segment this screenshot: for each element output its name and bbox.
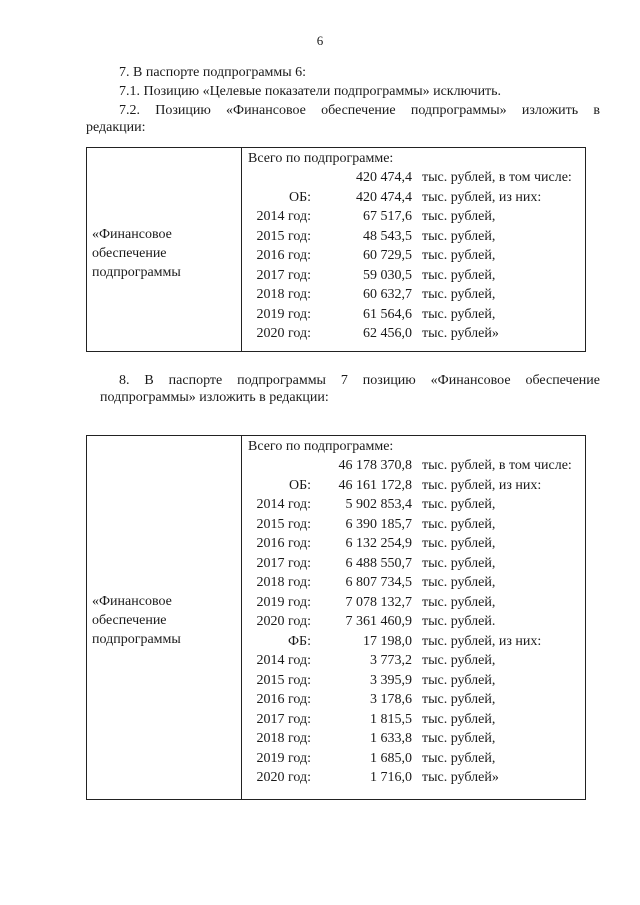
financing-row — [242, 266, 587, 286]
row-label: 2017 год: — [256, 267, 311, 283]
financing-row — [242, 305, 587, 325]
row-label: 2014 год: — [256, 209, 311, 224]
row-label: 2015 год: — [256, 516, 311, 532]
financing-row — [242, 710, 587, 730]
amount-value: 420 474,4 — [356, 170, 412, 185]
unit-text: тыс. рублей» — [422, 326, 499, 341]
row-label: 2020 год: — [256, 614, 311, 629]
amount-value: 60 729,5 — [363, 248, 412, 263]
financing-row — [242, 554, 587, 574]
row-label: 2014 год: — [256, 497, 311, 512]
unit-text: тыс. рублей, — [422, 575, 496, 590]
amount-value: 7 078 132,7 — [345, 594, 412, 610]
financing-row — [242, 495, 587, 515]
unit-text: тыс. рублей, — [422, 287, 496, 302]
unit-text: тыс. рублей, из них: — [422, 477, 542, 493]
page-number: 6 — [316, 33, 324, 48]
amount-value: 3 773,2 — [370, 653, 412, 668]
financing-row — [242, 188, 587, 208]
row-label: ОБ: — [288, 477, 311, 493]
unit-text: тыс. рублей, — [422, 692, 496, 707]
unit-text: тыс. рублей, — [422, 555, 496, 571]
amount-value: 6 390 185,7 — [345, 516, 412, 532]
financing-row — [242, 324, 587, 344]
row-label: 2017 год: — [256, 555, 311, 571]
financing-row — [242, 690, 587, 710]
unit-text: тыс. рублей, — [422, 594, 496, 610]
amount-value: 6 132 254,9 — [345, 536, 412, 551]
unit-text: тыс. рублей, из них: — [422, 189, 542, 205]
position-label-cell — [87, 148, 242, 352]
financing-row — [242, 573, 587, 593]
financing-row — [242, 612, 587, 632]
row-label: 2016 год: — [256, 692, 311, 707]
row-label: 2016 год: — [256, 536, 311, 551]
row-label: 2014 год: — [256, 653, 311, 668]
financing-row — [242, 227, 587, 247]
row-label: 2019 год: — [256, 594, 311, 610]
amount-value: 61 564,6 — [363, 306, 412, 322]
financing-row — [242, 749, 587, 769]
row-label: 2018 год: — [256, 287, 311, 302]
amount-value: 1 633,8 — [370, 731, 412, 746]
position-label: «Финансовое обеспечение подпрограммы — [92, 227, 181, 280]
financing-table-subprogram-7 — [86, 435, 586, 800]
item7-line2: 7.1. Позицию «Целевые показатели подпрограммы» исключить. — [119, 84, 502, 99]
amount-value: 17 198,0 — [363, 633, 412, 649]
financing-values-cell — [242, 148, 586, 352]
financing-row — [242, 168, 587, 188]
unit-text: тыс. рублей, — [422, 672, 496, 688]
item7-line4: редакции: — [86, 120, 146, 135]
total-header: Всего по подпрограмме: — [248, 151, 394, 166]
financing-values-cell — [242, 436, 586, 800]
row-label: 2017 год: — [256, 711, 311, 727]
amount-value: 46 161 172,8 — [338, 477, 412, 493]
row-label: 2015 год: — [256, 228, 311, 244]
unit-text: тыс. рублей» — [422, 770, 499, 785]
financing-row — [242, 729, 587, 749]
row-label: 2020 год: — [256, 326, 311, 341]
row-label: 2020 год: — [256, 770, 311, 785]
amount-value: 1 815,5 — [370, 711, 412, 727]
amount-value: 5 902 853,4 — [345, 497, 412, 512]
unit-text: тыс. рублей, — [422, 750, 496, 766]
amount-value: 7 361 460,9 — [345, 614, 412, 629]
amount-value: 6 807 734,5 — [345, 575, 412, 590]
unit-text: тыс. рублей, — [422, 209, 496, 224]
unit-text: тыс. рублей, из них: — [422, 633, 542, 649]
unit-text: тыс. рублей, — [422, 516, 496, 532]
financing-row — [242, 456, 587, 476]
amount-value: 1 716,0 — [370, 770, 412, 785]
item7-line1: 7. В паспорте подпрограммы 6: — [119, 65, 307, 80]
amount-value: 1 685,0 — [370, 750, 412, 766]
total-header: Всего по подпрограмме: — [248, 439, 394, 454]
row-label: 2019 год: — [256, 306, 311, 322]
amount-value: 67 517,6 — [363, 209, 412, 224]
item8-line1: 8. В паспорте подпрограммы 7 позицию «Финансовое обеспечение — [119, 373, 600, 388]
unit-text: тыс. рублей, в том числе: — [422, 170, 572, 185]
financing-row — [242, 593, 587, 613]
unit-text: тыс. рублей, — [422, 653, 496, 668]
row-label: 2018 год: — [256, 731, 311, 746]
financing-row — [242, 285, 587, 305]
unit-text: тыс. рублей, — [422, 497, 496, 512]
row-label: 2015 год: — [256, 672, 311, 688]
financing-row — [242, 534, 587, 554]
item8-line2: подпрограммы» изложить в редакции: — [100, 390, 329, 405]
amount-value: 59 030,5 — [363, 267, 412, 283]
amount-value: 3 395,9 — [370, 672, 412, 688]
unit-text: тыс. рублей, — [422, 228, 496, 244]
financing-row — [242, 768, 587, 788]
item7-line3: 7.2. Позицию «Финансовое обеспечение подпрограммы» изложить в — [119, 103, 600, 118]
financing-row — [242, 476, 587, 496]
amount-value: 6 488 550,7 — [345, 555, 412, 571]
row-label: 2016 год: — [256, 248, 311, 263]
unit-text: тыс. рублей, — [422, 248, 496, 263]
financing-row — [242, 651, 587, 671]
unit-text: тыс. рублей, — [422, 711, 496, 727]
row-label: ФБ: — [288, 633, 311, 649]
unit-text: тыс. рублей, — [422, 267, 496, 283]
financing-row — [242, 515, 587, 535]
unit-text: тыс. рублей. — [422, 614, 496, 629]
amount-value: 60 632,7 — [363, 287, 412, 302]
unit-text: тыс. рублей, — [422, 306, 496, 322]
position-label-cell — [87, 436, 242, 800]
financing-row — [242, 632, 587, 652]
amount-value: 3 178,6 — [370, 692, 412, 707]
financing-row — [242, 246, 587, 266]
financing-table-subprogram-6 — [86, 147, 586, 352]
amount-value: 62 456,0 — [363, 326, 412, 341]
row-label: ОБ: — [288, 189, 311, 205]
position-label: «Финансовое обеспечение подпрограммы — [92, 594, 181, 647]
unit-text: тыс. рублей, в том числе: — [422, 458, 572, 473]
amount-value: 420 474,4 — [356, 189, 412, 205]
amount-value: 48 543,5 — [363, 228, 412, 244]
financing-row — [242, 671, 587, 691]
unit-text: тыс. рублей, — [422, 731, 496, 746]
amount-value: 46 178 370,8 — [338, 458, 412, 473]
financing-row — [242, 207, 587, 227]
row-label: 2018 год: — [256, 575, 311, 590]
unit-text: тыс. рублей, — [422, 536, 496, 551]
row-label: 2019 год: — [256, 750, 311, 766]
